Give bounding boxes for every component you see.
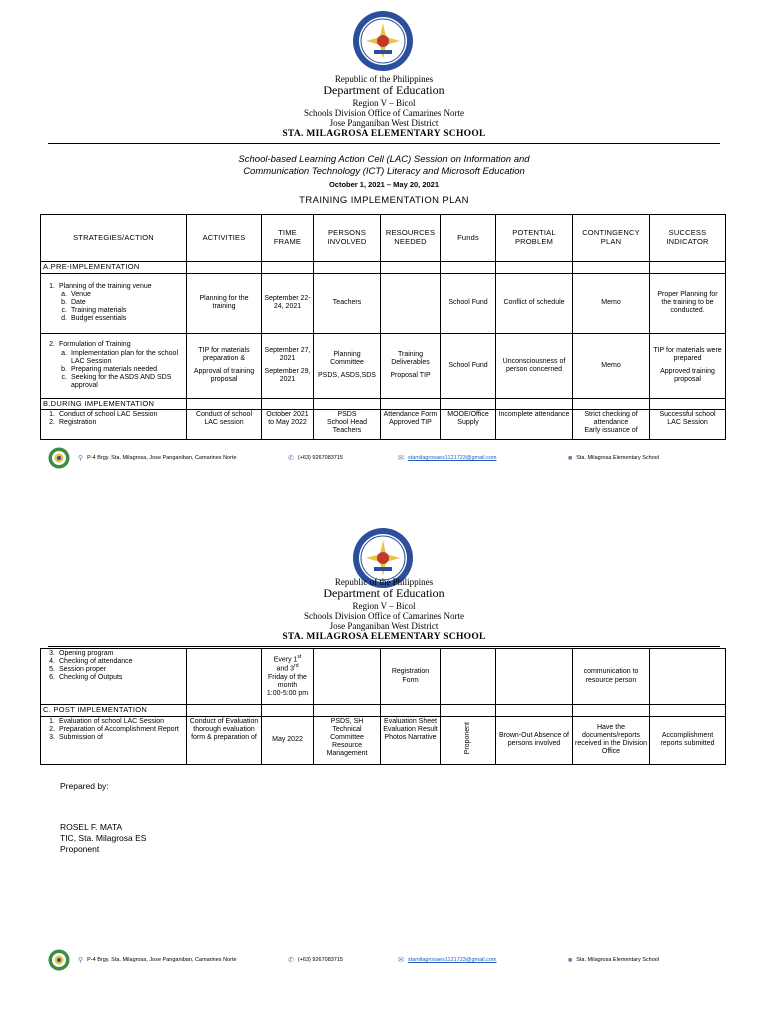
strategy-cell (41, 410, 187, 440)
success-cell: Proper Planning for the training to be conducted. (650, 273, 726, 333)
republic-line: Republic of the Philippines (334, 74, 434, 84)
contingency-cell: Have the documents/reports received in the Division Office (573, 716, 650, 764)
table-row (41, 410, 726, 440)
step-number: 4. (49, 658, 55, 666)
activity-line: Approval of training proposal (193, 368, 255, 384)
district-line: Jose Panganiban West District (329, 621, 439, 632)
strategy-cell (41, 333, 187, 398)
document-subtitle (0, 154, 768, 178)
contingency-cell: Memo (573, 273, 650, 333)
table-header-row (41, 215, 726, 262)
header-success: SUCCESS INDICATOR (650, 215, 726, 262)
resources-cell: Evaluation Sheet Evaluation Result Photos Narrative (381, 716, 441, 764)
page-footer (48, 446, 728, 470)
resources-cell (381, 410, 441, 440)
phase-row-post (41, 705, 726, 717)
step-number: 6. (49, 674, 55, 682)
phone-text: (+63) 9267083715 (297, 957, 343, 963)
department-line: Department of Education (323, 83, 445, 98)
footer-facebook (568, 455, 659, 462)
time-cell (262, 333, 314, 398)
footer-phone (288, 454, 398, 462)
address-text: P-4 Brgy. Sta. Milagrosa, Jose Panganiban, Camarines Norte (87, 455, 237, 461)
region-line: Region V – Bicol (352, 97, 416, 108)
header-contingency: CONTINGENCY PLAN (573, 215, 650, 262)
phone-text: (+63) 9267083715 (297, 455, 343, 461)
funds-cell: MOOE/Office Supply (441, 410, 496, 440)
activities-cell (187, 333, 262, 398)
sub-text: Budget essentials (71, 315, 127, 323)
success-line: TIP for materials were prepared (653, 347, 722, 363)
time-line (264, 655, 311, 664)
persons-cell: Teachers (314, 273, 381, 333)
footer-address (78, 454, 288, 462)
persons-line: School Head (326, 419, 368, 427)
footer-phone (288, 956, 398, 964)
table-row (41, 716, 726, 764)
funds-cell: School Fund (441, 273, 496, 333)
header-divider (48, 143, 720, 144)
funds-vertical-text: Proponent (463, 722, 471, 755)
prepared-label: Prepared by: (60, 781, 109, 791)
time-cell: September 22-24, 2021 (262, 273, 314, 333)
resources-cell (381, 273, 441, 333)
step-number: 1. (49, 717, 55, 725)
funds-cell: School Fund (441, 333, 496, 398)
ordinal-suffix: rd (294, 663, 299, 670)
sub-text: Implementation plan for the school LAC Session (71, 349, 179, 365)
envelope-icon: ✉ (398, 957, 404, 964)
step-number: 3. (49, 650, 55, 657)
activities-cell: Planning for the training (187, 273, 262, 333)
step-text: Submission of (59, 733, 103, 741)
subtitle-line-2: Communication Technology (ICT) Literacy and Microsoft Education (243, 165, 525, 177)
sub-number: b. (61, 299, 67, 307)
deped-seal-logo (352, 10, 414, 72)
time-cell (262, 649, 314, 705)
success-line: Approved training proposal (660, 368, 715, 384)
activities-cell: Conduct of Evaluation thorough evaluation form & preparation of (187, 716, 262, 764)
problem-cell: Incomplete attendance (496, 410, 573, 440)
facebook-text: Sta. Milagrosa Elementary School (576, 455, 660, 461)
republic-line: Republic of the Philippines (334, 577, 434, 587)
division-line: Schools Division Office of Camarines Norte (303, 610, 465, 621)
header-funds: Funds (441, 215, 496, 262)
training-plan-table (40, 214, 726, 440)
time-line: Friday of the month (268, 673, 307, 689)
department-line: Department of Education (323, 586, 445, 601)
sub-text: Venue (71, 291, 91, 299)
page-footer (48, 948, 728, 972)
activities-cell: Conduct of school LAC session (187, 410, 262, 440)
step-text: Registration (59, 419, 97, 427)
funds-cell (441, 716, 496, 764)
footer-address (78, 956, 288, 964)
step-number: 1. (49, 283, 55, 290)
phase-label: C. POST IMPLEMENTATION (41, 705, 187, 717)
step-number: 3. (49, 733, 55, 741)
training-plan-table-continued (40, 648, 726, 765)
resources-line: Attendance Form (383, 411, 438, 419)
sub-text: Seeking for the ASDS AND SDS approval (71, 373, 172, 389)
persons-cell (314, 410, 381, 440)
strategy-cell (41, 716, 187, 764)
activity-line: TIP for materials preparation & (198, 347, 250, 363)
step-number: 5. (49, 666, 55, 674)
sub-number: d. (61, 315, 67, 323)
table-row (41, 333, 726, 398)
step-text: Preparation of Accomplishment Report (59, 725, 179, 733)
step-text: Session proper (59, 666, 107, 674)
step-number: 1. (49, 411, 55, 419)
division-line: Schools Division Office of Camarines Norte (303, 107, 465, 118)
school-logo-icon (48, 949, 70, 971)
footer-email (398, 454, 568, 462)
persons-line: Teachers (332, 427, 362, 435)
region-line: Region V – Bicol (352, 600, 416, 611)
sub-number: a. (61, 291, 67, 299)
problem-cell (496, 649, 573, 705)
header-persons: PERSONS INVOLVED (314, 215, 381, 262)
persons-line: PSDS (337, 411, 357, 419)
step-text: Conduct of school LAC Session (59, 411, 158, 419)
location-pin-icon: ⚲ (78, 455, 84, 462)
header-strategies: STRATEGIES/ACTION (41, 215, 187, 262)
resources-line: Training Deliverables (391, 351, 430, 367)
plan-title: TRAINING IMPLEMENTATION PLAN (299, 195, 469, 206)
sub-number: b. (61, 365, 67, 373)
sub-text: Date (71, 299, 86, 307)
resources-cell (381, 333, 441, 398)
sub-number: c. (61, 373, 67, 381)
step-number: 2. (49, 725, 55, 733)
success-cell: Accomplishment reports submitted (650, 716, 726, 764)
time-line (264, 664, 311, 673)
envelope-icon: ✉ (398, 455, 404, 462)
success-cell (650, 649, 726, 705)
step-number: 2. (49, 419, 55, 427)
contingency-line: Strict checking of attendance (584, 411, 638, 427)
school-name: STA. MILAGROSA ELEMENTARY SCHOOL (282, 128, 486, 139)
facebook-text: Sta. Milagrosa Elementary School (576, 957, 660, 963)
phase-label: A.PRE-IMPLEMENTATION (41, 262, 187, 274)
step-text: Evaluation of school LAC Session (59, 717, 165, 725)
phase-row-during (41, 398, 726, 410)
header-activities: ACTIVITIES (187, 215, 262, 262)
step-number: 2. (49, 341, 55, 349)
page-2 (0, 505, 768, 1024)
resources-line: Proposal TIP (390, 372, 431, 380)
persons-cell (314, 333, 381, 398)
phone-icon: ✆ (288, 455, 294, 462)
time-line: September 29, 2021 (264, 368, 311, 384)
subtitle-line-1: School-based Learning Action Cell (LAC) Session on Information and (238, 154, 530, 165)
step-text: Planning of the training venue (59, 283, 152, 290)
time-text: Every 1 (273, 656, 298, 664)
problem-cell: Conflict of schedule (496, 273, 573, 333)
footer-email (398, 956, 568, 964)
persons-cell: PSDS, SH Technical Committee Resource Management (314, 716, 381, 764)
step-text: Checking of attendance (59, 658, 133, 666)
resources-line: Approved TIP (389, 419, 432, 427)
preparer-name: ROSEL F. MATA (60, 822, 123, 833)
contingency-cell (573, 410, 650, 440)
strategy-cell (41, 273, 187, 333)
header-resources: RESOURCES NEEDED (381, 215, 441, 262)
time-line: 1:00-5:00 pm (266, 689, 309, 697)
sub-number: c. (61, 307, 67, 315)
location-pin-icon: ⚲ (78, 957, 84, 964)
strategy-cell (41, 649, 187, 705)
funds-cell (441, 649, 496, 705)
step-text: Opening program (59, 650, 114, 657)
activities-cell (187, 649, 262, 705)
phone-icon: ✆ (288, 957, 294, 964)
footer-facebook (568, 957, 659, 964)
persons-line: PSDS, ASDS,SDS (318, 372, 376, 380)
district-line: Jose Panganiban West District (329, 118, 439, 129)
email-link[interactable]: stamilagrosaes1121723@gmail.com (407, 957, 497, 963)
contingency-cell: Memo (573, 333, 650, 398)
problem-cell: Unconsciousness of person concerned (496, 333, 573, 398)
ordinal-suffix: st (297, 654, 302, 661)
address-text: P-4 Brgy. Sta. Milagrosa, Jose Panganiban, Camarines Norte (87, 957, 237, 963)
letterhead (0, 74, 768, 139)
page-1 (0, 0, 768, 503)
success-cell: Successful school LAC Session (650, 410, 726, 440)
resources-cell: Registration Form (381, 649, 441, 705)
persons-cell (314, 649, 381, 705)
success-cell (650, 333, 726, 398)
time-text: and 3 (276, 665, 295, 673)
sub-number: a. (61, 349, 67, 357)
contingency-cell: communication to resource person (573, 649, 650, 705)
facebook-icon: ■ (568, 454, 573, 462)
prepared-by-block (60, 781, 146, 855)
school-name: STA. MILAGROSA ELEMENTARY SCHOOL (282, 631, 486, 642)
table-row (41, 649, 726, 705)
facebook-icon: ■ (568, 956, 573, 964)
preparer-role: Proponent (60, 844, 100, 855)
header-problem: POTENTIAL PROBLEM (496, 215, 573, 262)
table-row (41, 273, 726, 333)
header-divider (48, 646, 720, 647)
preparer-position: TIC, Sta. Milagrosa ES (60, 833, 147, 844)
persons-line: Planning Committee (330, 351, 364, 367)
contingency-line: Early issuance of (584, 427, 638, 435)
school-logo-icon (48, 447, 70, 469)
time-cell: May 2022 (262, 716, 314, 764)
header-time-frame: TIME FRAME (262, 215, 314, 262)
time-cell: October 2021 to May 2022 (262, 410, 314, 440)
email-link[interactable]: stamilagrosaes1121723@gmail.com (407, 455, 497, 461)
letterhead (0, 577, 768, 642)
sub-text: Preparing materials needed (71, 365, 157, 373)
sub-text: Training materials (71, 307, 127, 315)
step-text: Checking of Outputs (59, 674, 123, 682)
phase-row-pre (41, 262, 726, 274)
document-dates: October 1, 2021 – May 20, 2021 (328, 180, 440, 189)
problem-cell: Brown-Out Absence of persons involved (496, 716, 573, 764)
step-text: Formulation of Training (59, 341, 131, 349)
phase-label: B.DURING IMPLEMENTATION (41, 398, 187, 410)
time-line: September 27, 2021 (264, 347, 311, 363)
